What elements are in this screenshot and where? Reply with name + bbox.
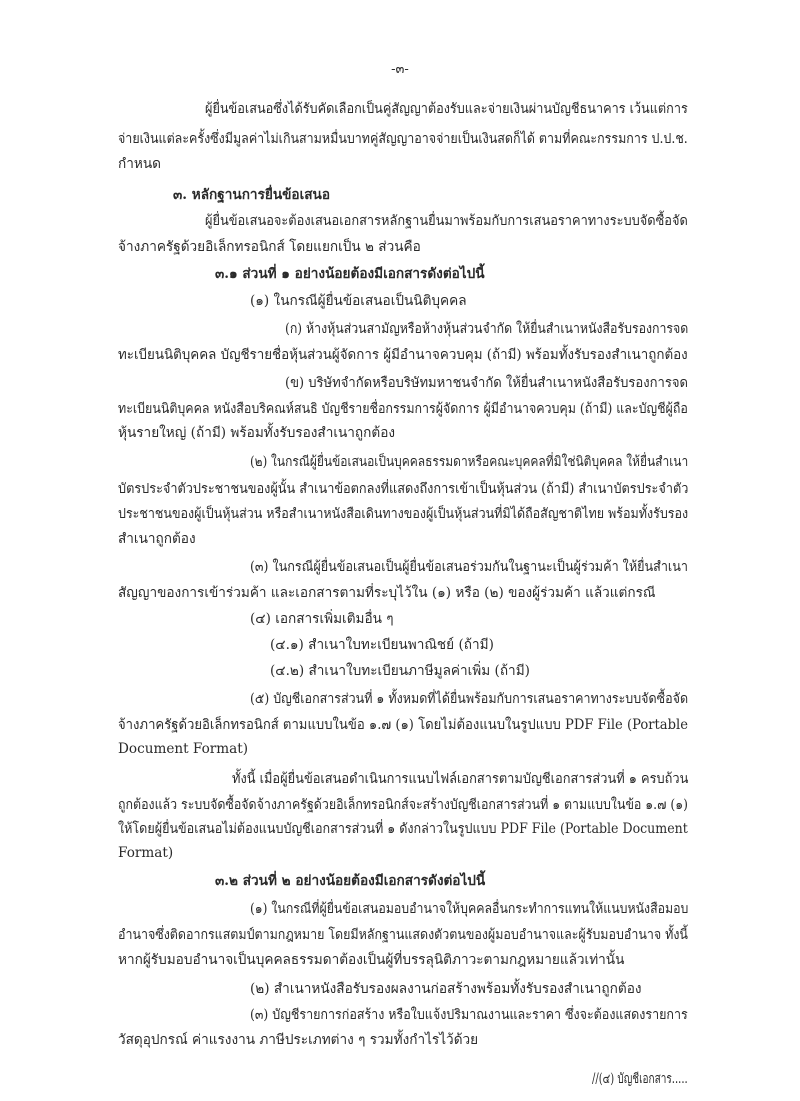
- part1-item4: (๔) เอกสารเพิ่มเติมอื่น ๆ: [250, 611, 394, 627]
- para1-line2: จ่ายเงินแต่ละครั้งซึ่งมีมูลค่าไม่เกินสามหมื่นบาทคู่สัญญาอาจจ่ายเป็นเงินสดก็ได้ ตามที่คณะกรรมการ ป.ป.ช.: [118, 131, 688, 147]
- part1-item1b-line1: (ข) บริษัทจำกัดหรือบริษัทมหาชนจำกัด ให้ยื่นสำเนาหนังสือรับรองการจด: [285, 375, 688, 391]
- part1-item1b-line3: หุ้นรายใหญ่ (ถ้ามี) พร้อมทั้งรับรองสำเนาถูกต้อง: [118, 425, 396, 441]
- part2-heading: ๓.๒ ส่วนที่ ๒ อย่างน้อยต้องมีเอกสารดังต่อไปนี้: [215, 873, 486, 889]
- page-number: -๓-: [391, 62, 409, 77]
- section3-heading: ๓. หลักฐานการยื่นข้อเสนอ: [173, 187, 330, 203]
- part2-item1-line1: (๑) ในกรณีที่ผู้ยื่นข้อเสนอมอบอำนาจให้บุคคลอื่นกระทำการแทนให้แนบหนังสือมอบ: [250, 901, 689, 917]
- part2-item2: (๒) สำเนาหนังสือรับรองผลงานก่อสร้างพร้อมทั้งรับรองสำเนาถูกต้อง: [250, 981, 642, 997]
- part1-item5-line3: Document Format): [118, 741, 249, 757]
- part1-item3-line1: (๓) ในกรณีผู้ยื่นข้อเสนอเป็นผู้ยื่นข้อเสนอร่วมกันในฐานะเป็นผู้ร่วมค้า ให้ยื่นสำเนา: [250, 559, 688, 575]
- part1-item3-line2: สัญญาของการเข้าร่วมค้า และเอกสารตามที่ระบุไว้ใน (๑) หรือ (๒) ของผู้ร่วมค้า แล้วแต่กรณี: [118, 585, 656, 601]
- continuation-footer: //(๔) บัญชีเอกสาร.....: [592, 1071, 688, 1087]
- part1-item2-line2: บัตรประจำตัวประชาชนของผู้นั้น สำเนาข้อตกลงที่แสดงถึงการเข้าเป็นหุ้นส่วน (ถ้ามี) สำเนาบัตรประจำตัว: [118, 481, 689, 497]
- part2-item1-line2: อำนาจซึ่งติดอากรแสตมป์ตามกฎหมาย โดยมีหลักฐานแสดงตัวตนของผู้มอบอำนาจและผู้รับมอบอำนาจ ทั้งนี้: [118, 927, 688, 943]
- part1-item1b-line2: ทะเบียนนิติบุคคล หนังสือบริคณห์สนธิ บัญชีรายชื่อกรรมการผู้จัดการ ผู้มีอำนาจควบคุม (ถ้ามี) และบัญชีผู้ถือ: [118, 401, 688, 417]
- part1-item5-line1: (๕) บัญชีเอกสารส่วนที่ ๑ ทั้งหมดที่ได้ยื่นพร้อมกับการเสนอราคาทางระบบจัดซื้อจัด: [250, 691, 689, 707]
- para1-line1: ผู้ยื่นข้อเสนอซึ่งได้รับคัดเลือกเป็นคู่สัญญาต้องรับและจ่ายเงินผ่านบัญชีธนาคาร เว้นแต่การ: [205, 101, 688, 117]
- part1-heading: ๓.๑ ส่วนที่ ๑ อย่างน้อยต้องมีเอกสารดังต่อไปนี้: [215, 266, 485, 282]
- part1-note-line1: ทั้งนี้ เมื่อผู้ยื่นข้อเสนอดำเนินการแนบไฟล์เอกสารตามบัญชีเอกสารส่วนที่ ๑ ครบถ้วน: [232, 771, 689, 787]
- part2-item3-line2: วัสดุอุปกรณ์ ค่าแรงงาน ภาษีประเภทต่าง ๆ รวมทั้งกำไรไว้ด้วย: [118, 1032, 479, 1048]
- part1-note-line2: ถูกต้องแล้ว ระบบจัดซื้อจัดจ้างภาครัฐด้วยอิเล็กทรอนิกส์จะสร้างบัญชีเอกสารส่วนที่ ๑ ตามแบบในข้อ ๑.๗ (๑): [118, 797, 688, 813]
- part1-item1: (๑) ในกรณีผู้ยื่นข้อเสนอเป็นนิติบุคคล: [250, 293, 467, 309]
- part1-note-line4: Format): [118, 845, 174, 861]
- part1-item1a-line2: ทะเบียนนิติบุคคล บัญชีรายชื่อหุ้นส่วนผู้จัดการ ผู้มีอำนาจควบคุม (ถ้ามี) พร้อมทั้งรับรองสำเนาถูกต้อง: [118, 347, 688, 363]
- part2-item1-line3: หากผู้รับมอบอำนาจเป็นบุคคลธรรมดาต้องเป็นผู้ที่บรรลุนิติภาวะตามกฎหมายแล้วเท่านั้น: [118, 952, 625, 968]
- part1-item4-1: (๔.๑) สำเนาใบทะเบียนพาณิชย์ (ถ้ามี): [270, 637, 494, 653]
- para1-line3: กำหนด: [118, 156, 161, 172]
- part2-item3-line1: (๓) บัญชีรายการก่อสร้าง หรือใบแจ้งปริมาณงานและราคา ซึ่งจะต้องแสดงรายการ: [250, 1007, 688, 1023]
- part1-note-line3: ให้โดยผู้ยื่นข้อเสนอไม่ต้องแนบบัญชีเอกสารส่วนที่ ๑ ดังกล่าวในรูปแบบ PDF File (Portable Document: [118, 821, 688, 837]
- part1-item2-line1: (๒) ในกรณีผู้ยื่นข้อเสนอเป็นบุคคลธรรมดาหรือคณะบุคคลที่มิใช่นิติบุคคล ให้ยื่นสำเนา: [250, 454, 689, 470]
- section3-intro-line2: จ้างภาครัฐด้วยอิเล็กทรอนิกส์ โดยแยกเป็น ๒ ส่วนคือ: [118, 239, 421, 255]
- part1-item2-line4: สำเนาถูกต้อง: [118, 531, 196, 547]
- part1-item2-line3: ประชาชนของผู้เป็นหุ้นส่วน หรือสำเนาหนังสือเดินทางของผู้เป็นหุ้นส่วนที่มิได้ถือสัญชาติไทย พร้อมทั้งรับรอง: [118, 506, 689, 522]
- part1-item5-line2: จ้างภาครัฐด้วยอิเล็กทรอนิกส์ ตามแบบในข้อ ๑.๗ (๑) โดยไม่ต้องแนบในรูปแบบ PDF File (Portable: [118, 717, 688, 733]
- section3-intro-line1: ผู้ยื่นข้อเสนอจะต้องเสนอเอกสารหลักฐานยื่นมาพร้อมกับการเสนอราคาทางระบบจัดซื้อจัด: [205, 213, 688, 229]
- part1-item4-2: (๔.๒) สำเนาใบทะเบียนภาษีมูลค่าเพิ่ม (ถ้ามี): [270, 663, 530, 679]
- part1-item1a-line1: (ก) ห้างหุ้นส่วนสามัญหรือห้างหุ้นส่วนจำกัด ให้ยื่นสำเนาหนังสือรับรองการจด: [285, 321, 689, 337]
